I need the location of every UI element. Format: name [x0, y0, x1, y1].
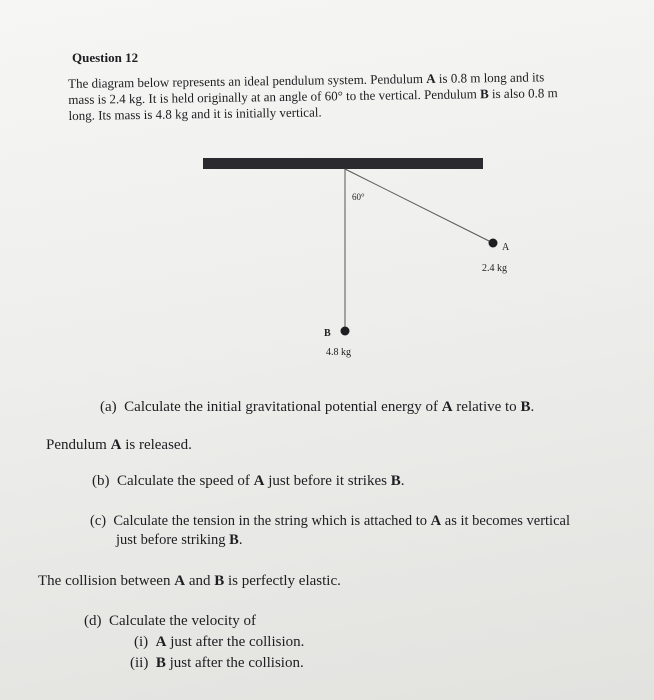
part-text: Calculate the tension in the string which is attached to: [113, 513, 431, 529]
part-d-i: [134, 634, 304, 651]
part-text: Calculate the velocity of: [109, 613, 257, 629]
part-text: .: [238, 532, 243, 548]
ceiling-bar: [203, 158, 483, 169]
part-text: just after the collision.: [165, 655, 304, 671]
pendulum-a-mass: 2.4 kg: [482, 263, 507, 274]
part-bold: A: [253, 473, 265, 489]
intro-text: mass is 2.4 kg. It is held originally at an angle of 60° to the vertical. Pendulum: [68, 86, 481, 107]
intro-text: is 0.8 m long and its: [435, 69, 545, 86]
part-text: Calculate the speed of: [117, 473, 254, 489]
part-bold: A: [155, 634, 167, 650]
part-a: [100, 399, 534, 416]
part-text: just before striking: [116, 532, 230, 548]
pendulum-diagram: [190, 150, 510, 370]
part-text: just after the collision.: [166, 634, 305, 650]
part-marker: (c): [90, 513, 107, 529]
part-text: Calculate the initial gravitational potential energy of: [124, 399, 442, 415]
part-text: .: [530, 399, 535, 415]
statement-text: The collision between: [38, 573, 175, 589]
part-bold: A: [441, 399, 453, 415]
statement-bold: A: [110, 437, 122, 453]
statement-bold: B: [214, 573, 225, 589]
part-c-line-2: [116, 532, 242, 549]
pendulum-b-mass: 4.8 kg: [326, 347, 351, 358]
statement-bold: A: [174, 573, 186, 589]
intro-line-3: long. Its mass is 4.8 kg and it is initially vertical.: [68, 104, 322, 123]
part-bold: B: [390, 473, 401, 489]
part-marker: (a): [100, 399, 117, 415]
intro-text: The diagram below represents an ideal pendulum system. Pendulum: [68, 70, 427, 91]
pendulum-a-label: A: [502, 242, 510, 253]
part-d: [84, 613, 256, 630]
string-a: [345, 169, 493, 243]
part-marker: (d): [84, 613, 102, 629]
part-text: just before it strikes: [264, 473, 391, 489]
part-c-line-1: [90, 513, 570, 530]
released-statement: [46, 437, 192, 454]
question-title: Question 12: [72, 50, 139, 65]
pendulum-b-label: B: [324, 328, 331, 339]
intro-bold: A: [426, 70, 436, 86]
part-marker: (b): [92, 473, 110, 489]
part-text: relative to: [452, 399, 521, 415]
part-b: [92, 473, 404, 490]
bob-b: [341, 327, 350, 336]
question-intro: [68, 68, 629, 124]
collision-statement: [38, 573, 341, 590]
statement-text: is released.: [121, 437, 192, 453]
statement-text: is perfectly elastic.: [224, 573, 341, 589]
part-text: as it becomes vertical: [441, 513, 570, 529]
angle-label: 60°: [352, 192, 365, 202]
bob-a: [489, 239, 498, 248]
part-d-ii: [130, 655, 304, 672]
statement-text: Pendulum: [46, 437, 111, 453]
intro-bold: B: [479, 86, 489, 102]
part-bold: B: [520, 399, 531, 415]
part-text: .: [400, 473, 405, 489]
part-bold: B: [155, 655, 166, 671]
part-bold: B: [229, 532, 239, 548]
subpart-marker: (i): [134, 634, 149, 650]
intro-text: is also 0.8 m: [488, 85, 558, 102]
part-bold: A: [430, 513, 442, 529]
subpart-marker: (ii): [130, 655, 149, 671]
statement-text: and: [185, 573, 215, 589]
